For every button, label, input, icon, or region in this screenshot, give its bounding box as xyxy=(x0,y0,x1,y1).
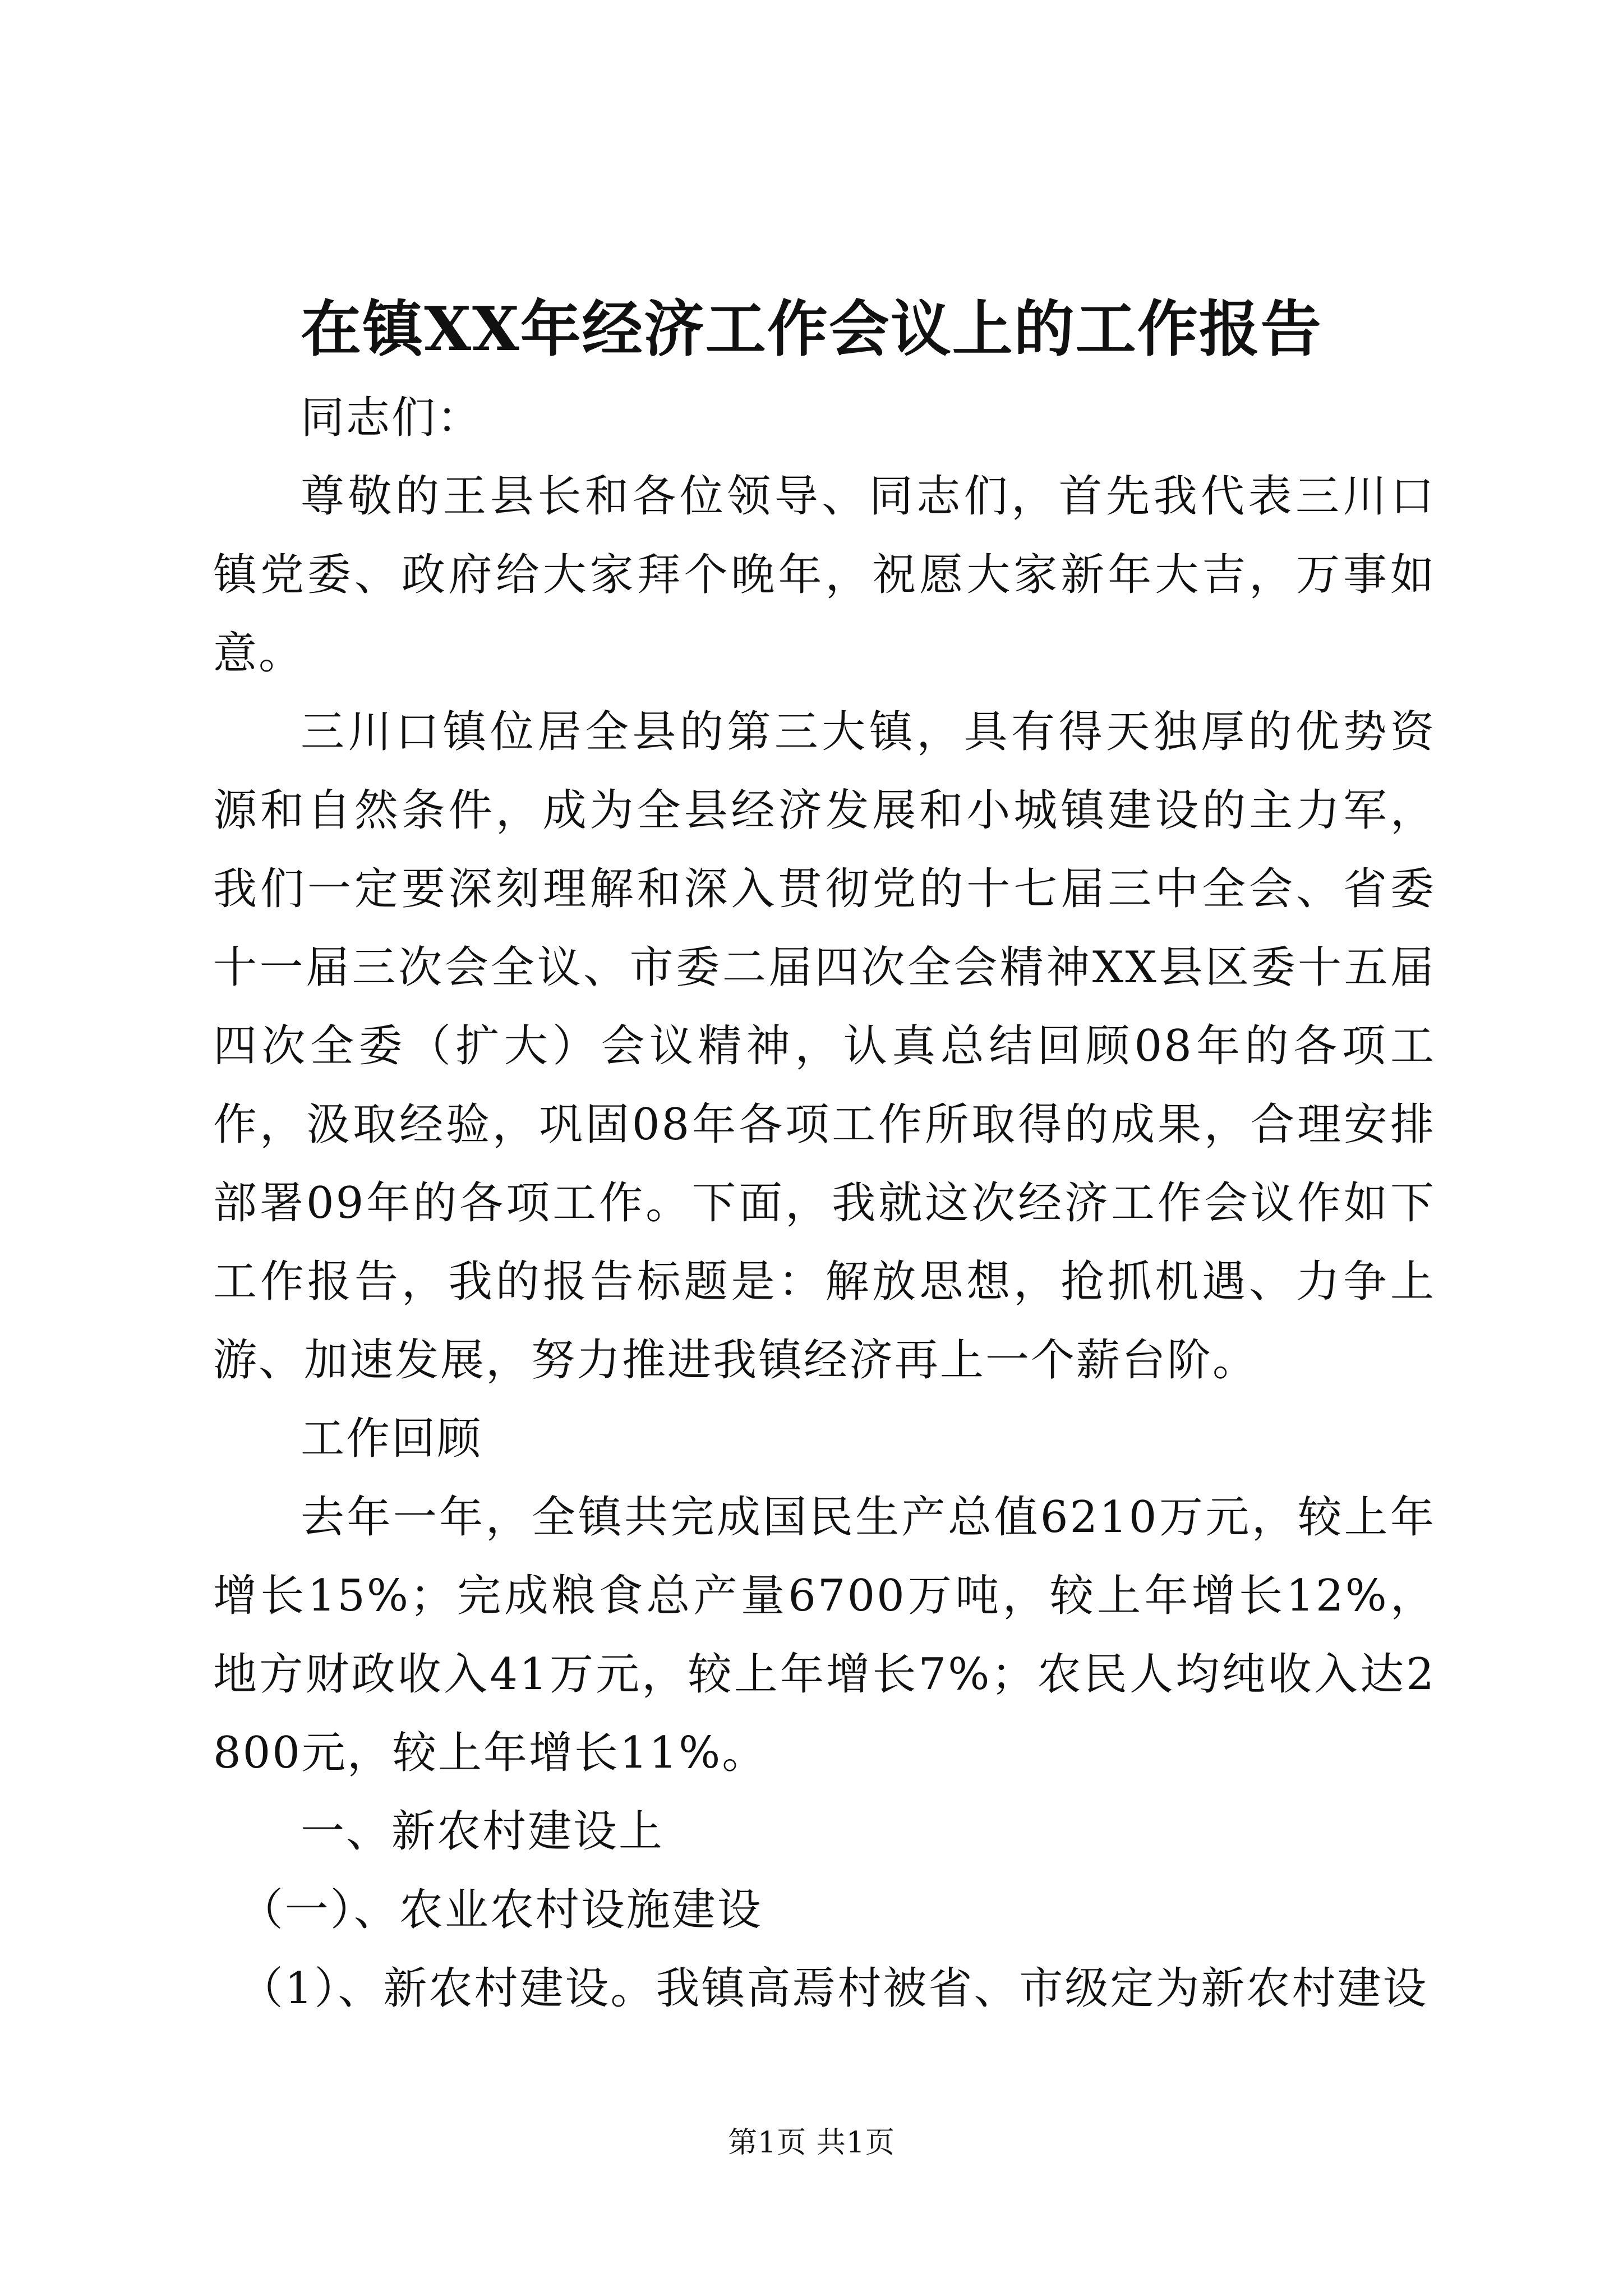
item-paragraph-new-countryside: （1）、新农村建设。我镇高焉村被省、市级定为新农村建设 xyxy=(239,1963,1428,2014)
section-heading-review: 工作回顾 xyxy=(301,1414,483,1464)
section-heading-new-countryside: 一、新农村建设上 xyxy=(301,1806,665,1857)
salutation-paragraph: 同志们： xyxy=(301,393,483,443)
greeting-paragraph: 尊敬的王县长和各位领导、同志们，首先我代表三川口镇党委、政府给大家拜个晚年，祝愿大家新年大吉，万事如意。 xyxy=(213,471,1436,679)
subsection-heading-infrastructure: （一）、农业农村设施建设 xyxy=(239,1885,763,1935)
page-footer: 第1页 共1页 xyxy=(728,2126,895,2160)
document-title: 在镇XX年经济工作会议上的工作报告 xyxy=(301,294,1322,365)
document-body xyxy=(213,379,1436,2028)
statistics-paragraph: 去年一年，全镇共完成国民生产总值6210万元，较上年增长15%；完成粮食总产量6700万吨，较上年增长12%，地方财政收入41万元，较上年增长7%；农民人均纯收入达2800元，较上年增长11%。 xyxy=(213,1492,1436,1778)
introduction-paragraph: 三川口镇位居全县的第三大镇，具有得天独厚的优势资源和自然条件，成为全县经济发展和小城镇建设的主力军，我们一定要深刻理解和深入贯彻党的十七届三中全会、省委十一届三次会全议、市委二届四次全会精神XX县区委十五届四次全委（扩大）会议精神，认真总结回顾08年的各项工作，汲取经验，巩固08年各项工作所取得的成果，合理安排部署09年的各项工作。下面，我就这次经济工作会议作如下工作报告，我的报告标题是：解放思想，抢抓机遇、力争上游、加速发展，努力推进我镇经济再上一个薪台阶。 xyxy=(213,707,1436,1386)
